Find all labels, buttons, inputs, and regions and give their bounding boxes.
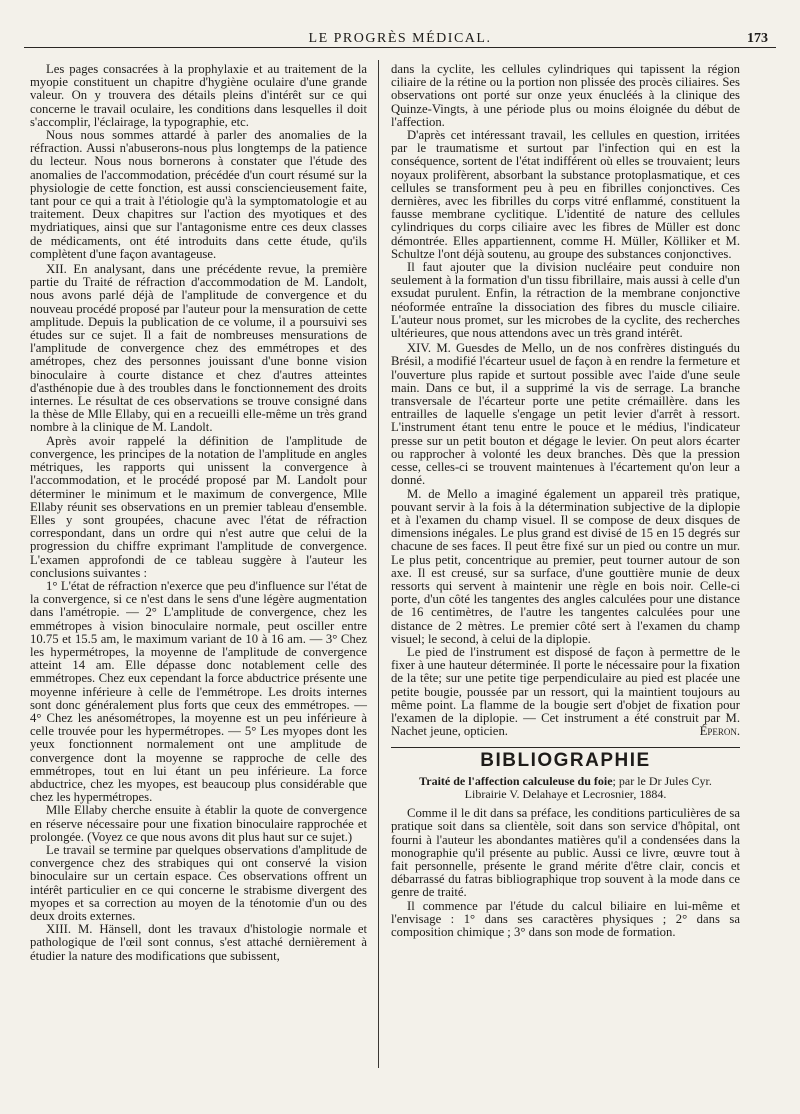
paragraph: XIII. M. Hänsell, dont les travaux d'histologie normale et pathologique de l'œil sont connus, s'est attaché dernièrement à étudier la nature des modifications que subissent,: [30, 922, 367, 963]
review-paragraph: Comme il le dit dans sa préface, les conditions particulières de sa pratique soit dans sa clientèle, soit dans son service d'hôpital, ont fourni à l'auteur les abondantes matières qu'il a condensées dans la monographie qu'il présente au public. Aussi ce livre, œuvre tout à fait personnelle, présente le grand mérite d'être clair, concis et débarrassé du fatras bibliographique trop souvent à la mode dans ce genre de traité.: [391, 806, 740, 900]
left-column: [30, 63, 367, 963]
book-reference: [391, 775, 740, 788]
paragraph: Le pied de l'instrument est disposé de façon à permettre de le fixer à une hauteur déterminée. Il porte le nécessaire pour la fixation de la tête; sur une petite tige perpendiculaire au pied est placée une petite bougie, poussée par un ressort, qui la maintient toujours au même point. La flamme de la bougie sert d'objet de fixation pour l'examen de la diplopie. — Cet instrument a été construit par M. Nachet jeune, opticien.: [391, 644, 740, 739]
paragraph: M. de Mello a imaginé également un appareil très pratique, pouvant servir à la fois à la détermination subjective de la diplopie et à l'examen du champ visuel. Il se compose de deux disques de dimensions inégales. Le plus grand est divisé de 15 en 15 degrés sur chacune de ses faces. Il peut être fixé sur un pied ou contre un mur. Le plus petit, concentrique au premier, peut tourner autour de son axe. Il est creusé, sur sa surface, d'une gouttière munie de deux ressorts qui servent à maintenir une règle en bois noir. Celle-ci porte, d'un côté les tangentes des angles calculées pour une distance de 16 centimètres, de l'autre les tangentes calculées pour une distance de 2 mètres. Le premier côté sert à l'examen du champ visuel; le second, à celui de la diplopie.: [391, 486, 740, 646]
review-paragraph: Il commence par l'étude du calcul biliaire en lui-même et l'envisage : 1° dans ses caractères physiques ; 2° dans sa composition chimique ; 3° dans son mode de formation.: [391, 898, 740, 939]
paragraph: XII. En analysant, dans une précédente revue, la première partie du Traité de réfraction d'accommodation de M. Landolt, nous avons parlé déjà de l'amplitude de convergence et du nouveau procédé proposé par l'auteur pour la mensuration de cette amplitude. Depuis la publication de ce volume, il a poursuivi ses études sur ce sujet. Il a fait de nombreuses mensurations de l'amplitude de convergence chez des emmétropes et des amétropes, chez des personnes jouissant d'une bonne vision binoculaire à courte distance et chez d'autres atteintes d'asthénopie due à des troubles dans le fonctionnement des droits internes. Le résultat de ces observations se trouve consigné dans la thèse de Mlle Ellaby, qui en a recueilli elle-même un très grand nombre à la clinique de M. Landolt.: [30, 262, 367, 435]
bibliography-heading: BIBLIOGRAPHIE: [391, 747, 740, 770]
paragraph: Nous nous sommes attardé à parler des anomalies de la réfraction. Aussi n'abuserons-nous plus longtemps de la patience du lecteur. Nous nous bornerons à constater que l'étude des anomalies de l'accommodation, précédée d'un court résumé sur la physiologie de cette fonction, est aussi consciencieusement faite, tant pour ce qui a trait à l'étiologie qu'à la symptomatologie et au traitement. Deux chapitres sur l'action des myotiques et des mydriatiques, ainsi que sur l'antagonisme entre ces deux classes de médicaments, ont été introduits dans cette étude, qu'ils complètent d'une façon avantageuse.: [30, 128, 367, 261]
paragraph: dans la cyclite, les cellules cylindriques qui tapissent la région ciliaire de la rétine ou la portion non plissée des procès ciliaires. Ses observations ont porté sur onze yeux énucléés à la clinique des Quinze-Vingts, à une période plus ou moins éloignée du début de l'affection.: [391, 62, 740, 129]
paragraph: 1° L'état de réfraction n'exerce que peu d'influence sur l'état de la convergence, si ce n'est dans le sens d'une légère augmentation dans l'amétropie. — 2° L'amplitude de convergence, chez les emmétropes à vision binoculaire normale, peut osciller entre 10.75 et 15.5 am, le maximum variant de 10 à 16 am. — 3° Chez les hypermétropes, la moyenne de l'amplitude de convergence atteint 14 am. Elle dépasse donc notablement celle des emmétropes. Chez eux cependant la force abductrice présente une moyenne inférieure à celle de l'emmétrope. Les droits internes sont donc généralement plus forts que ceux des emmétropes. — 4° Chez les anésométropes, la moyenne est un peu inférieure à celle trouvée pour les hypermétropes. — 5° Les myopes dont les yeux fonctionnent normalement ont une amplitude de convergence dont la moyenne se rapproche de celle des emmétropes, tout en lui étant un peu inférieure. La force abductrice, chez les myopes, est beaucoup plus considérable que chez les hypermétropes.: [30, 578, 367, 805]
paragraph: D'après cet intéressant travail, les cellules en question, irritées par le traumatisme et surtout par l'infection qui en est la conséquence, sortent de l'état indifférent où elles se trouvaient; leurs noyaux prolifèrent, absorbant la substance protoplasmatique, et ces cellules se transforment peu à peu en fibrilles conjonctives. Ces dernières, avec les fibrilles du corps vitré enflammé, constituent la fausse membrane cyclitique. L'identité de nature des cellules cylindriques du corps ciliaire avec les fibres de Müller est donc démontrée. Elles appartiennent, comme H. Müller, Kölliker et M. Schultze l'ont déjà soutenu, au groupe des substances conjonctives.: [391, 128, 740, 261]
paragraph: Mlle Ellaby cherche ensuite à établir la quote de convergence en réserve nécessaire pour une fixation binoculaire rapprochée et prolongée. (Voyez ce que nous avons dit plus haut sur ce sujet.): [30, 803, 367, 844]
page-header: [24, 29, 776, 48]
running-title: LE PROGRÈS MÉDICAL.: [308, 31, 492, 46]
paragraph: XIV. M. Guesdes de Mello, un de nos confrères distingués du Brésil, a modifié l'écarteur usuel de façon à en rendre la fermeture et l'ouverture plus rapide et surtout possible avec l'aide d'une seule main. Dans ce but, il a supprimé la vis de serrage. La branche transversale de l'écarteur porte une petite crémaillère. dans les entrailles de laquelle s'engage un petit levier d'arrêt à ressort. L'instrument étant tenu entre le pouce et le médius, l'indicateur presse sur un petit bouton et dégage le levier. On peut alors écarter ou rapprocher à volonté les deux branches. Dès que la pression cesse, celles-ci se trouvent maintenues à l'écartement qu'on leur a donné.: [391, 341, 740, 488]
paragraph: Les pages consacrées à la prophylaxie et au traitement de la myopie constituent un chapitre d'hygiène oculaire d'une grande valeur. On y trouvera des détails pleins d'intérêt sur ce qui concerne le travail oculaire, les conditions dans lesquelles il doit s'accomplir, l'éclairage, la typographie, etc.: [30, 62, 367, 129]
column-divider: [378, 60, 379, 1068]
book-publisher: Librairie V. Delahaye et Lecrosnier, 1884.: [464, 786, 667, 801]
right-column: [391, 63, 740, 939]
book-author: ; par le Dr Jules Cyr.: [612, 773, 712, 788]
author-signature: Éperon.: [699, 724, 740, 739]
paragraph: Après avoir rappelé la définition de l'amplitude de convergence, les principes de la notation de l'amplitude en angles métriques, les rapports qui unissent la convergence à l'accommodation, et le procédé proposé par M. Landolt pour déterminer le minimum et le maximum de convergence, Mlle Ellaby réunit ses observations en un premier tableau d'ensemble. Elles y sont groupées, chacune avec l'état de réfraction correspondant, dans un ordre qui n'est autre que celui de la progression du chiffre exprimant l'amplitude de convergence. L'examen approfondi de ce tableau suggère à l'auteur les conclusions suivantes :: [30, 433, 367, 580]
paragraph: Il faut ajouter que la division nucléaire peut conduire non seulement à la formation d'un tissu fibrillaire, mais aussi à celle d'un exsudat purulent. Enfin, la rétraction de la membrane conjonctive néoformée entraîne la dissociation des fibres du muscle ciliaire. L'auteur nous promet, sur les microbes de la cyclite, des recherches ultérieures, que nous attendons avec un très grand intérêt.: [391, 260, 740, 341]
book-title: Traité de l'affection calculeuse du foie: [419, 773, 613, 788]
paragraph: Le travail se termine par quelques observations d'amplitude de convergence chez des strabiques qui ont conservé la vision binoculaire sur un certain espace. Ces observations offrent un intérêt particulier en ce qui concerne le strabisme divergent des myopes et sa correction au moyen de la ténotomie d'un ou des deux droits externes.: [30, 842, 367, 923]
page-number: 173: [747, 31, 768, 46]
